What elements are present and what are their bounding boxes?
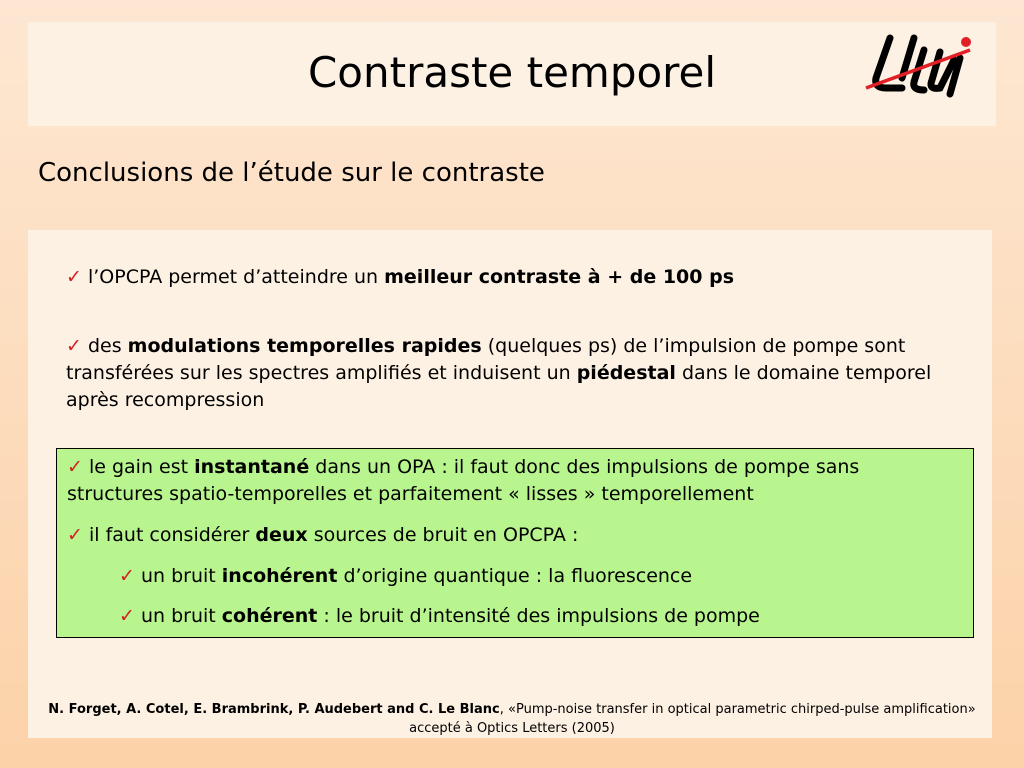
check-icon: ✓ [67, 456, 83, 478]
highlight-box [56, 448, 974, 638]
reference-citation [36, 700, 988, 738]
bullet-noise-sources: ✓ il faut considérer deux sources de bruit en OPCPA : [67, 524, 579, 546]
check-icon: ✓ [66, 266, 82, 288]
bullet-opcpa-contrast: ✓ l’OPCPA permet d’atteindre un meilleur contraste à + de 100 ps [66, 266, 735, 288]
reference-title: , «Pump-noise transfer in optical parametric chirped-pulse amplification» [499, 702, 976, 717]
bullet-modulations: ✓ des modulations temporelles rapides (quelques ps) de l’impulsion de pompe sont transférées sur les spectres amplifiés et induisent un piédestal dans le domaine temporel après recompression [66, 335, 932, 411]
check-icon: ✓ [67, 524, 83, 546]
laboratory-logo-icon [862, 30, 974, 100]
slide-title: Contraste temporel [307, 48, 717, 97]
check-icon: ✓ [119, 565, 135, 587]
section-subtitle: Conclusions de l’étude sur le contraste [38, 158, 545, 188]
reference-authors: N. Forget, A. Cotel, E. Brambrink, P. Audebert and C. Le Blanc [48, 702, 500, 717]
sub-bullet-coherent-noise: ✓ un bruit cohérent : le bruit d’intensité des impulsions de pompe [119, 605, 760, 627]
check-icon: ✓ [119, 605, 135, 627]
bullet-gain-instantaneous: ✓ le gain est instantané dans un OPA : il faut donc des impulsions de pompe sans structures spatio-temporelles et parfaitement « lisses » temporellement [67, 456, 860, 505]
check-icon: ✓ [66, 335, 82, 357]
reference-journal: accepté à Optics Letters (2005) [409, 721, 615, 736]
sub-bullet-incoherent-noise: ✓ un bruit incohérent d’origine quantique : la fluorescence [119, 565, 693, 587]
